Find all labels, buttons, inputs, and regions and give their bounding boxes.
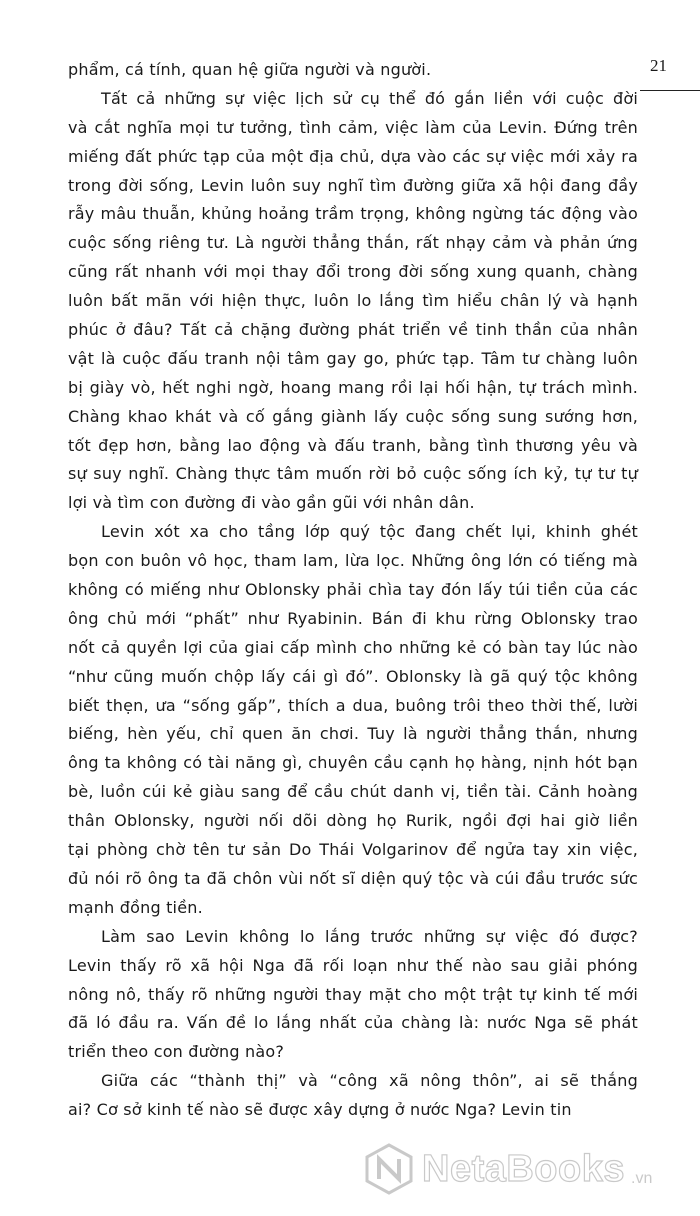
text-line: trong đời sống, Levin luôn suy nghĩ tìm đường giữa xã hội đang đầy — [68, 175, 638, 195]
text-line: luôn bất mãn với hiện thực, luôn lo lắng tìm hiểu chân lý và hạnh — [68, 291, 638, 311]
text-line: đã ló đầu ra. Vấn đề lo lắng nhất của chàng là: nước Nga sẽ phát — [68, 1013, 638, 1033]
text-line: Giữa các “thành thị” và “công xã nông thôn”, ai sẽ thắng — [101, 1071, 638, 1091]
text-line: Levin xót xa cho tầng lớp quý tộc đang chết lụi, khinh ghét — [101, 522, 638, 542]
text-line: đủ nói rõ ông ta đã chôn vùi nốt sĩ diện quý tộc và cúi đầu trước sức — [68, 868, 638, 888]
text-line: biếng, hèn yếu, chỉ quen ăn chơi. Tuy là người thẳng thắn, nhưng — [68, 724, 638, 744]
text-line: bọn con buôn vô học, tham lam, lừa lọc. Những ông lớn có tiếng mà — [68, 551, 638, 571]
text-line: “như cũng muốn chộp lấy cái gì đó”. Oblonsky là gã quý tộc không — [68, 666, 638, 686]
watermark-brand: NetaBooks — [422, 1147, 625, 1190]
text-line: miếng đất phức tạp của một địa chủ, dựa vào các sự việc mới xảy ra — [68, 146, 638, 166]
text-line: mạnh đồng tiền. — [68, 897, 203, 917]
text-line: ông ta không có tài năng gì, chuyên cầu cạnh họ hàng, nịnh hót bạn — [68, 753, 638, 773]
text-line: cuộc sống riêng tư. Là người thẳng thắn, rất nhạy cảm và phản ứng — [68, 233, 638, 253]
text-line: phẩm, cá tính, quan hệ giữa người và người. — [68, 60, 432, 79]
text-line: không có miếng như Oblonsky phải chìa tay đón lấy túi tiền của các — [68, 580, 638, 600]
text-line: tại phòng chờ tên tư sản Do Thái Volgarinov để ngửa tay xin việc, — [68, 840, 638, 860]
text-line: ai? Cơ sở kinh tế nào sẽ được xây dựng ở nước Nga? Levin tin — [68, 1100, 572, 1120]
text-line: nốt cả quyền lợi của giai cấp mình cho những kẻ có bàn tay lúc nào — [68, 637, 638, 657]
text-line: bè, luồn cúi kẻ giàu sang để cầu chút danh vị, tiền tài. Cảnh hoàng — [68, 782, 638, 802]
text-line: sự suy nghĩ. Chàng thực tâm muốn rời bỏ cuộc sống ích kỷ, tự tư tự — [68, 464, 638, 484]
text-line: biết thẹn, ưa “sống gấp”, thích a dua, buông trôi theo thời thế, lười — [68, 695, 638, 715]
text-line: bị giày vò, hết nghi ngờ, hoang mang rồi lại hối hận, tự trách mình. — [68, 377, 638, 397]
text-line: và cắt nghĩa mọi tư tưởng, tình cảm, việc làm của Levin. Đứng trên — [68, 117, 638, 137]
text-line: thân Oblonsky, người nối dõi dòng họ Rurik, ngồi đợi hai giờ liền — [68, 811, 638, 831]
text-line: vật là cuộc đấu tranh nội tâm gay go, phức tạp. Tâm tư chàng luôn — [68, 348, 638, 368]
watermark — [362, 1142, 652, 1196]
text-line: rẫy mâu thuẫn, khủng hoảng trầm trọng, không ngừng tác động vào — [68, 204, 638, 224]
text-line: phúc ở đâu? Tất cả chặng đường phát triển về tinh thần của nhân — [68, 320, 638, 340]
watermark-suffix: .vn — [631, 1170, 653, 1187]
text-line: tốt đẹp hơn, bằng lao động và đấu tranh, bằng tình thương yêu và — [68, 435, 638, 455]
text-line: lợi và tìm con đường đi vào gần gũi với nhân dân. — [68, 493, 475, 513]
text-line: Levin thấy rõ xã hội Nga đã rối loạn như thế nào sau giải phóng — [68, 955, 638, 975]
netabooks-logo-icon — [362, 1142, 416, 1196]
page-number-rule — [640, 90, 700, 91]
text-line: Chàng khao khát và cố gắng giành lấy cuộc sống sung sướng hơn, — [68, 406, 638, 426]
text-line: nông nô, thấy rõ những người thay mặt cho một trật tự kinh tế mới — [68, 984, 638, 1004]
text-line: ông chủ mới “phất” như Ryabinin. Bán đi khu rừng Oblonsky trao — [68, 608, 638, 628]
text-line: Tất cả những sự việc lịch sử cụ thể đó gắn liền với cuộc đời — [101, 88, 638, 108]
body-text — [68, 56, 638, 1125]
text-line: triển theo con đường nào? — [68, 1042, 285, 1062]
text-line: Làm sao Levin không lo lắng trước những sự việc đó được? — [101, 926, 638, 946]
text-line: cũng rất nhanh với mọi thay đổi trong đời sống xung quanh, chàng — [68, 262, 638, 282]
page-number: 21 — [650, 56, 667, 75]
